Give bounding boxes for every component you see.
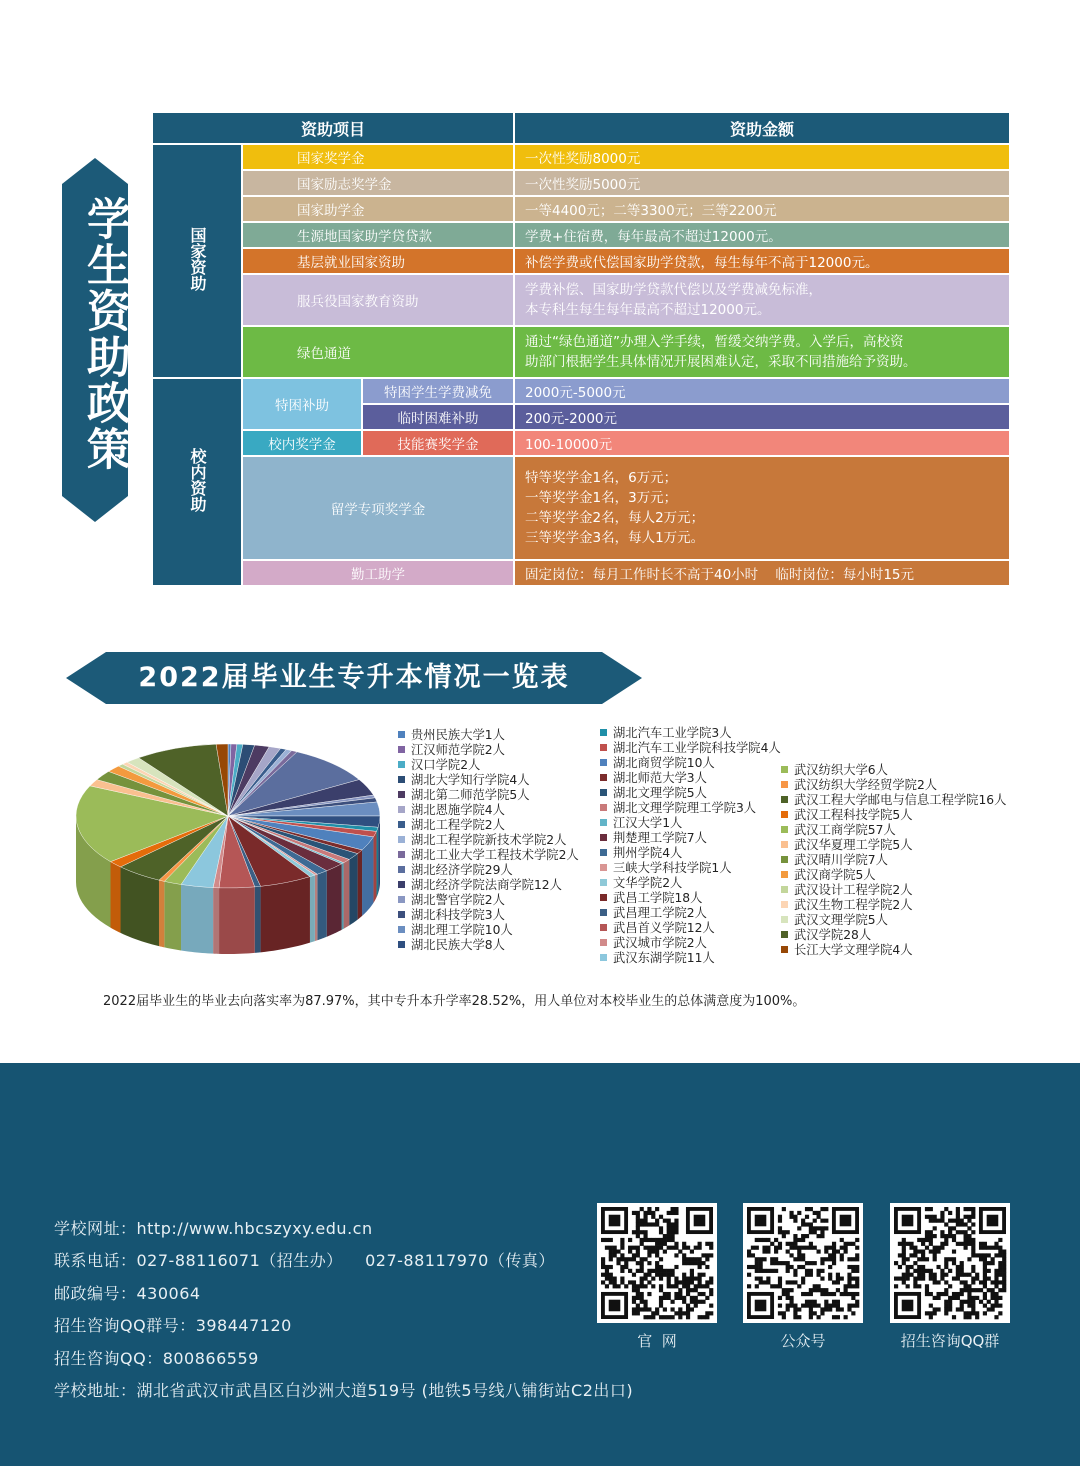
legend-label: 武昌首义学院12人 (613, 921, 715, 935)
item-cell: 基层就业国家资助 (243, 249, 513, 273)
legend-label: 湖北汽车工业学院3人 (613, 726, 732, 740)
legend-swatch (781, 871, 788, 878)
item-cell: 服兵役国家教育资助 (243, 275, 513, 325)
pie-side (342, 863, 344, 930)
legend-item (781, 913, 1006, 928)
legend-swatch (398, 821, 405, 828)
legend-column-2 (600, 726, 781, 966)
legend-swatch (781, 826, 788, 833)
legend-item (398, 848, 579, 863)
legend-label: 湖北文理学院理工学院3人 (613, 801, 757, 815)
qr-qq-group[interactable] (890, 1203, 1010, 1323)
amount-cell: 2000元-5000元 (515, 379, 1009, 403)
legend-item (781, 898, 1006, 913)
pie-side (315, 874, 317, 941)
table-header-row (153, 113, 1009, 143)
legend-swatch (398, 866, 405, 873)
item-cell: 勤工助学 (243, 561, 513, 585)
legend-swatch (398, 761, 405, 768)
legend-label: 湖北恩施学院4人 (411, 803, 505, 817)
legend-swatch (600, 729, 607, 736)
legend-swatch (781, 916, 788, 923)
legend-swatch (600, 954, 607, 961)
item-cell: 生源地国家助学贷贷款 (243, 223, 513, 247)
legend-item (600, 861, 781, 876)
graduate-ribbon (66, 652, 642, 704)
legend-label: 武汉华夏理工学院5人 (794, 838, 913, 852)
legend-swatch (398, 746, 405, 753)
pie-chart (72, 728, 388, 958)
amount-cell: 补偿学费或代偿国家助学贷款，每生每年不高于12000元。 (515, 249, 1009, 273)
ribbon-title: 2022届毕业生专升本情况一览表 (138, 662, 570, 693)
legend-swatch (600, 864, 607, 871)
legend-item (398, 803, 579, 818)
amount-cell: 固定岗位：每月工作时长不高于40小时 临时岗位：每小时15元 (515, 561, 1009, 585)
legend-swatch (781, 946, 788, 953)
legend-swatch (600, 879, 607, 886)
legend-swatch (398, 896, 405, 903)
legend-label: 湖北师范大学3人 (613, 771, 707, 785)
table-row (153, 275, 1009, 325)
legend-swatch (600, 819, 607, 826)
phone-text: 联系电话：027-88116071（招生办） 027-88117970（传真） (54, 1251, 555, 1270)
legend-swatch (398, 851, 405, 858)
qr-label-website: 官 网 (637, 1332, 677, 1350)
pie-side (376, 827, 378, 897)
footer (0, 1063, 1080, 1466)
postcode-text: 邮政编号：430064 (54, 1284, 201, 1303)
legend-swatch (781, 931, 788, 938)
legend-swatch (600, 789, 607, 796)
legend-swatch (781, 886, 788, 893)
legend-item (781, 928, 1006, 943)
legend-item (600, 801, 781, 816)
hardship-group-cell: 特困补助 (243, 379, 361, 429)
legend-label: 武汉工商学院57人 (794, 823, 896, 837)
legend-item (600, 906, 781, 921)
pie-side (358, 850, 362, 920)
legend-item (398, 833, 579, 848)
legend-label: 武汉工程大学邮电与信息工程学院16人 (794, 793, 1007, 807)
item-cell: 绿色通道 (243, 327, 513, 377)
legend-label: 湖北工程学院2人 (411, 818, 505, 832)
legend-label: 武汉城市学院2人 (613, 936, 707, 950)
legend-swatch (600, 939, 607, 946)
legend-label: 湖北民族大学8人 (411, 938, 505, 952)
table-row (153, 327, 1009, 377)
legend-item (600, 921, 781, 936)
table-row (153, 457, 1009, 559)
header-item: 资助项目 (153, 113, 513, 143)
legend-label: 武汉东湖学院11人 (613, 951, 715, 965)
pie-side (261, 877, 310, 953)
legend-item (398, 773, 579, 788)
legend-item (600, 846, 781, 861)
legend-label: 三峡大学科技学院1人 (613, 861, 732, 875)
legend-swatch (398, 776, 405, 783)
item-cell: 国家励志奖学金 (243, 171, 513, 195)
table-row (153, 249, 1009, 273)
side-banner (62, 158, 128, 522)
legend-item (781, 883, 1006, 898)
legend-item (398, 863, 579, 878)
legend-item (781, 808, 1006, 823)
pie-side (378, 816, 380, 893)
category-campus: 校内资助 (153, 379, 241, 585)
legend-item (398, 908, 579, 923)
table-row (153, 145, 1009, 169)
scholarship-group-cell: 校内奖学金 (243, 431, 361, 455)
qr-wechat[interactable] (743, 1203, 863, 1323)
legend-item (398, 923, 579, 938)
pie-side (317, 871, 326, 941)
legend-swatch (398, 881, 405, 888)
address-text: 学校地址：湖北省武汉市武昌区白沙洲大道519号 (地铁5号线八铺街站C2出口) (54, 1381, 634, 1400)
legend-label: 武汉设计工程学院2人 (794, 883, 913, 897)
legend-label: 长江大学文理学院4人 (794, 943, 913, 957)
amount-cell: 通过“绿色通道”办理入学手续，暂缓交纳学费。入学后，高校资 助部门根据学生具体情况开展困难认定，采取不同措施给予资助。 (515, 327, 1009, 377)
legend-item (398, 788, 579, 803)
pie-side (255, 886, 261, 953)
amount-cell: 特等奖学金1名，6万元； 一等奖学金1名，3万元； 二等奖学金2名，每人2万元； 三等奖学金3名，每人1万元。 (515, 457, 1009, 559)
pie-side (327, 864, 342, 937)
legend-label: 江汉师范学院2人 (411, 743, 505, 757)
amount-cell: 100-10000元 (515, 431, 1009, 455)
legend-label: 湖北工业大学工程技术学院2人 (411, 848, 579, 862)
legend-column-3 (781, 763, 1006, 958)
pie-side (219, 887, 255, 954)
legend-swatch (398, 791, 405, 798)
amount-cell: 200元-2000元 (515, 405, 1009, 429)
item-cell: 特困学生学费减免 (363, 379, 513, 403)
legend-item (781, 823, 1006, 838)
legend-label: 湖北经济学院29人 (411, 863, 513, 877)
legend-item (398, 818, 579, 833)
legend-column-1 (398, 728, 579, 953)
legend-swatch (600, 744, 607, 751)
pie-side (362, 837, 373, 916)
legend-swatch (781, 856, 788, 863)
legend-label: 文华学院2人 (613, 876, 683, 890)
legend-swatch (398, 911, 405, 918)
qr-website[interactable] (597, 1203, 717, 1323)
item-cell: 国家助学金 (243, 197, 513, 221)
legend-item (600, 786, 781, 801)
legend-label: 江汉大学1人 (613, 816, 683, 830)
legend-item (398, 893, 579, 908)
qq-text: 招生咨询QQ：800866559 (54, 1349, 259, 1368)
legend-item (781, 778, 1006, 793)
item-cell: 国家奖学金 (243, 145, 513, 169)
legend-swatch (781, 811, 788, 818)
category-national: 国家资助 (153, 145, 241, 377)
legend-label: 湖北工程学院新技术学院2人 (411, 833, 567, 847)
qq-group-text: 招生咨询QQ群号：398447120 (54, 1316, 292, 1335)
legend-label: 武昌理工学院2人 (613, 906, 707, 920)
legend-label: 汉口学院2人 (411, 758, 481, 772)
aid-policy-table (151, 111, 1011, 587)
legend-swatch (781, 901, 788, 908)
legend-item (600, 891, 781, 906)
amount-cell: 学费+住宿费，每年最高不超过12000元。 (515, 223, 1009, 247)
pie-side (181, 884, 213, 953)
legend-label: 湖北第二师范学院5人 (411, 788, 530, 802)
legend-swatch (781, 781, 788, 788)
pie-side (159, 880, 164, 947)
legend-label: 武汉生物工程学院2人 (794, 898, 913, 912)
legend-swatch (600, 834, 607, 841)
legend-item (398, 758, 579, 773)
legend-swatch (600, 804, 607, 811)
summary-text: 2022届毕业生的毕业去向落实率为87.97%，其中专升本升学率28.52%，用人单位对本校毕业生的总体满意度为100%。 (103, 994, 806, 1009)
legend-swatch (398, 941, 405, 948)
legend-label: 武汉纺织大学经贸学院2人 (794, 778, 938, 792)
pie-side (164, 881, 181, 950)
legend-swatch (398, 731, 405, 738)
legend-label: 武汉学院28人 (794, 928, 872, 942)
pie-side (310, 875, 315, 943)
legend-label: 武昌工学院18人 (613, 891, 703, 905)
legend-item (600, 756, 781, 771)
legend-item (781, 853, 1006, 868)
table-row (153, 197, 1009, 221)
amount-cell: 一等4400元；二等3300元；三等2200元 (515, 197, 1009, 221)
legend-label: 武汉纺织大学6人 (794, 763, 888, 777)
legend-item (600, 741, 781, 756)
legend-label: 湖北警官学院2人 (411, 893, 505, 907)
legend-swatch (398, 836, 405, 843)
legend-item (600, 936, 781, 951)
legend-swatch (398, 806, 405, 813)
item-cell: 留学专项奖学金 (243, 457, 513, 559)
amount-cell: 一次性奖励5000元 (515, 171, 1009, 195)
legend-item (781, 868, 1006, 883)
table-row (153, 379, 1009, 403)
legend-label: 荆州学院4人 (613, 846, 683, 860)
legend-swatch (398, 926, 405, 933)
legend-label: 湖北商贸学院10人 (613, 756, 715, 770)
legend-item (781, 943, 1006, 958)
legend-item (398, 878, 579, 893)
pie-side (373, 831, 376, 902)
amount-cell: 学费补偿、国家助学贷款代偿以及学费减免标准， 本专科生每生每年最高不超过12000元。 (515, 275, 1009, 325)
legend-swatch (600, 894, 607, 901)
legend-item (398, 743, 579, 758)
legend-item (600, 726, 781, 741)
legend-label: 武汉晴川学院7人 (794, 853, 888, 867)
legend-item (600, 816, 781, 831)
legend-swatch (600, 774, 607, 781)
legend-item (781, 838, 1006, 853)
legend-label: 湖北汽车工业学院科技学院4人 (613, 741, 781, 755)
website-text[interactable]: 学校网址：http://www.hbcszyxy.edu.cn (54, 1219, 373, 1238)
pie-side (344, 859, 350, 928)
legend-item (600, 771, 781, 786)
pie-side (213, 888, 219, 954)
legend-item (781, 793, 1006, 808)
legend-swatch (600, 849, 607, 856)
legend-swatch (600, 759, 607, 766)
legend-item (600, 951, 781, 966)
legend-item (600, 831, 781, 846)
legend-swatch (781, 796, 788, 803)
pie-side (111, 862, 121, 933)
legend-label: 武汉文理学院5人 (794, 913, 888, 927)
legend-label: 湖北文理学院5人 (613, 786, 707, 800)
legend-label: 湖北科技学院3人 (411, 908, 505, 922)
pie-side (349, 854, 357, 926)
legend-label: 贵州民族大学1人 (411, 728, 505, 742)
qr-label-qq-group: 招生咨询QQ群 (900, 1332, 1000, 1350)
legend-item (398, 938, 579, 953)
item-cell: 技能赛奖学金 (363, 431, 513, 455)
side-banner-title: 学生资助政策 (79, 196, 130, 472)
legend-label: 武汉工程科技学院5人 (794, 808, 913, 822)
legend-swatch (600, 924, 607, 931)
legend-item (600, 876, 781, 891)
legend-label: 湖北经济学院法商学院12人 (411, 878, 562, 892)
table-row (153, 431, 1009, 455)
table-row (153, 223, 1009, 247)
header-amount: 资助金额 (515, 113, 1009, 143)
legend-swatch (781, 841, 788, 848)
legend-item (781, 763, 1006, 778)
amount-cell: 一次性奖励8000元 (515, 145, 1009, 169)
table-row (153, 171, 1009, 195)
legend-label: 荆楚理工学院7人 (613, 831, 707, 845)
table-row (153, 561, 1009, 585)
qr-label-wechat: 公众号 (780, 1332, 826, 1350)
legend-swatch (781, 766, 788, 773)
item-cell: 临时困难补助 (363, 405, 513, 429)
legend-item (398, 728, 579, 743)
legend-swatch (600, 909, 607, 916)
legend-label: 湖北大学知行学院4人 (411, 773, 530, 787)
legend-label: 湖北理工学院10人 (411, 923, 513, 937)
legend-label: 武汉商学院5人 (794, 868, 876, 882)
